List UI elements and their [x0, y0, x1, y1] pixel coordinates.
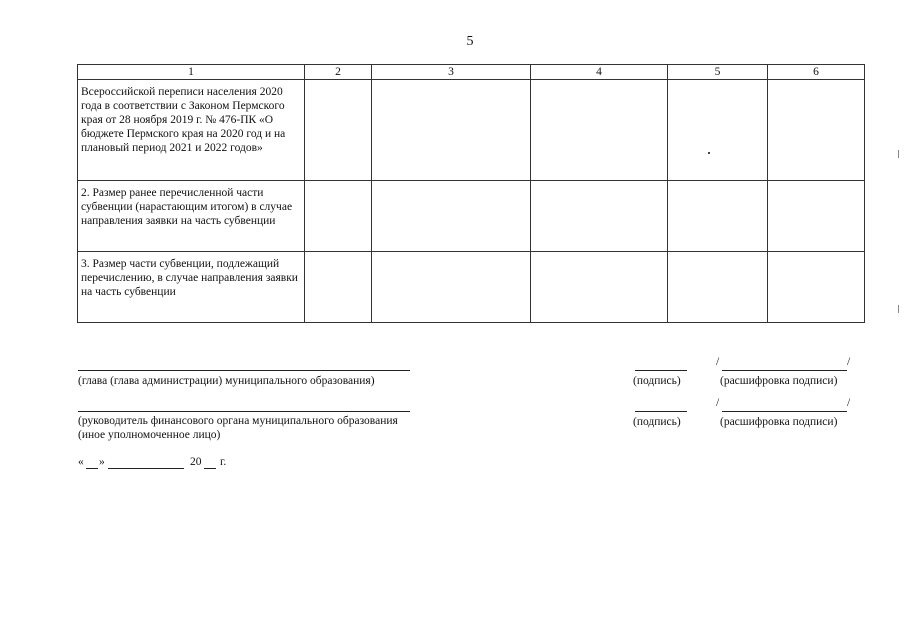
finance-caption-line-1: (руководитель финансового органа муниципального образования	[78, 415, 398, 427]
column-header-5: 5	[668, 65, 768, 80]
finance-decoding-open-slash: /	[716, 397, 720, 409]
table-cell	[531, 181, 668, 252]
head-decoding-open-slash: /	[716, 356, 720, 368]
finance-name-line	[78, 411, 410, 412]
table-cell	[305, 80, 372, 181]
table-cell	[372, 181, 531, 252]
table-cell	[531, 80, 668, 181]
head-signature-line	[635, 370, 687, 371]
date-year-prefix: 20	[190, 456, 202, 468]
table-cell	[668, 252, 768, 323]
scan-speck	[708, 152, 710, 154]
head-caption: (глава (глава администрации) муниципального образования)	[78, 375, 375, 387]
column-header-3: 3	[372, 65, 531, 80]
finance-caption-line-2: (иное уполномоченное лицо)	[78, 429, 221, 441]
row-label-cell	[78, 181, 305, 252]
table-cell	[305, 252, 372, 323]
column-header-4: 4	[531, 65, 668, 80]
table-cell	[768, 252, 865, 323]
table-row	[78, 252, 865, 323]
date-open-quote: «	[78, 456, 84, 468]
scan-edge-mark	[898, 305, 899, 313]
finance-decoding-line	[722, 411, 847, 412]
date-month-line	[108, 468, 184, 469]
finance-decoding-close-slash: /	[847, 397, 851, 409]
page-number: 5	[466, 34, 474, 49]
date-year-line	[204, 468, 216, 469]
date-year-suffix: г.	[220, 456, 227, 468]
row-label-cell	[78, 80, 305, 181]
head-decoding-close-slash: /	[847, 356, 851, 368]
head-name-line	[78, 370, 410, 371]
table-row	[78, 181, 865, 252]
row-label-cell	[78, 252, 305, 323]
table-row	[78, 80, 865, 181]
finance-decoding-label: (расшифровка подписи)	[720, 416, 838, 428]
date-close-quote: »	[99, 456, 105, 468]
table-cell	[668, 181, 768, 252]
head-decoding-line	[722, 370, 847, 371]
table-cell	[372, 80, 531, 181]
column-header-1: 1	[78, 65, 305, 80]
column-header-6: 6	[768, 65, 865, 80]
column-header-2: 2	[305, 65, 372, 80]
table-cell	[305, 181, 372, 252]
table-cell	[668, 80, 768, 181]
date-day-line	[86, 468, 98, 469]
finance-signature-label: (подпись)	[633, 416, 681, 428]
row-label-census: Всероссийской переписи населения 2020 года в соответствии с Законом Пермского края от 28 ноября 2019 г. № 476-ПК «О бюджете Пермского края на 2020 год и на плановый период 2021 и 2022 годов»	[81, 86, 286, 154]
scan-edge-mark	[898, 150, 899, 158]
table-cell	[531, 252, 668, 323]
head-signature-label: (подпись)	[633, 375, 681, 387]
row-label-transfer-amount: 3. Размер части субвенции, подлежащий перечислению, в случае направления заявки на часть субвенции	[81, 258, 298, 298]
head-decoding-label: (расшифровка подписи)	[720, 375, 838, 387]
subvention-table	[77, 64, 865, 323]
table-cell	[372, 252, 531, 323]
table-cell	[768, 181, 865, 252]
row-label-previous-transfer: 2. Размер ранее перечисленной части субвенции (нарастающим итогом) в случае направления заявки на часть субвенции	[81, 187, 293, 227]
table-header-row	[78, 65, 865, 80]
table-cell	[768, 80, 865, 181]
finance-signature-line	[635, 411, 687, 412]
